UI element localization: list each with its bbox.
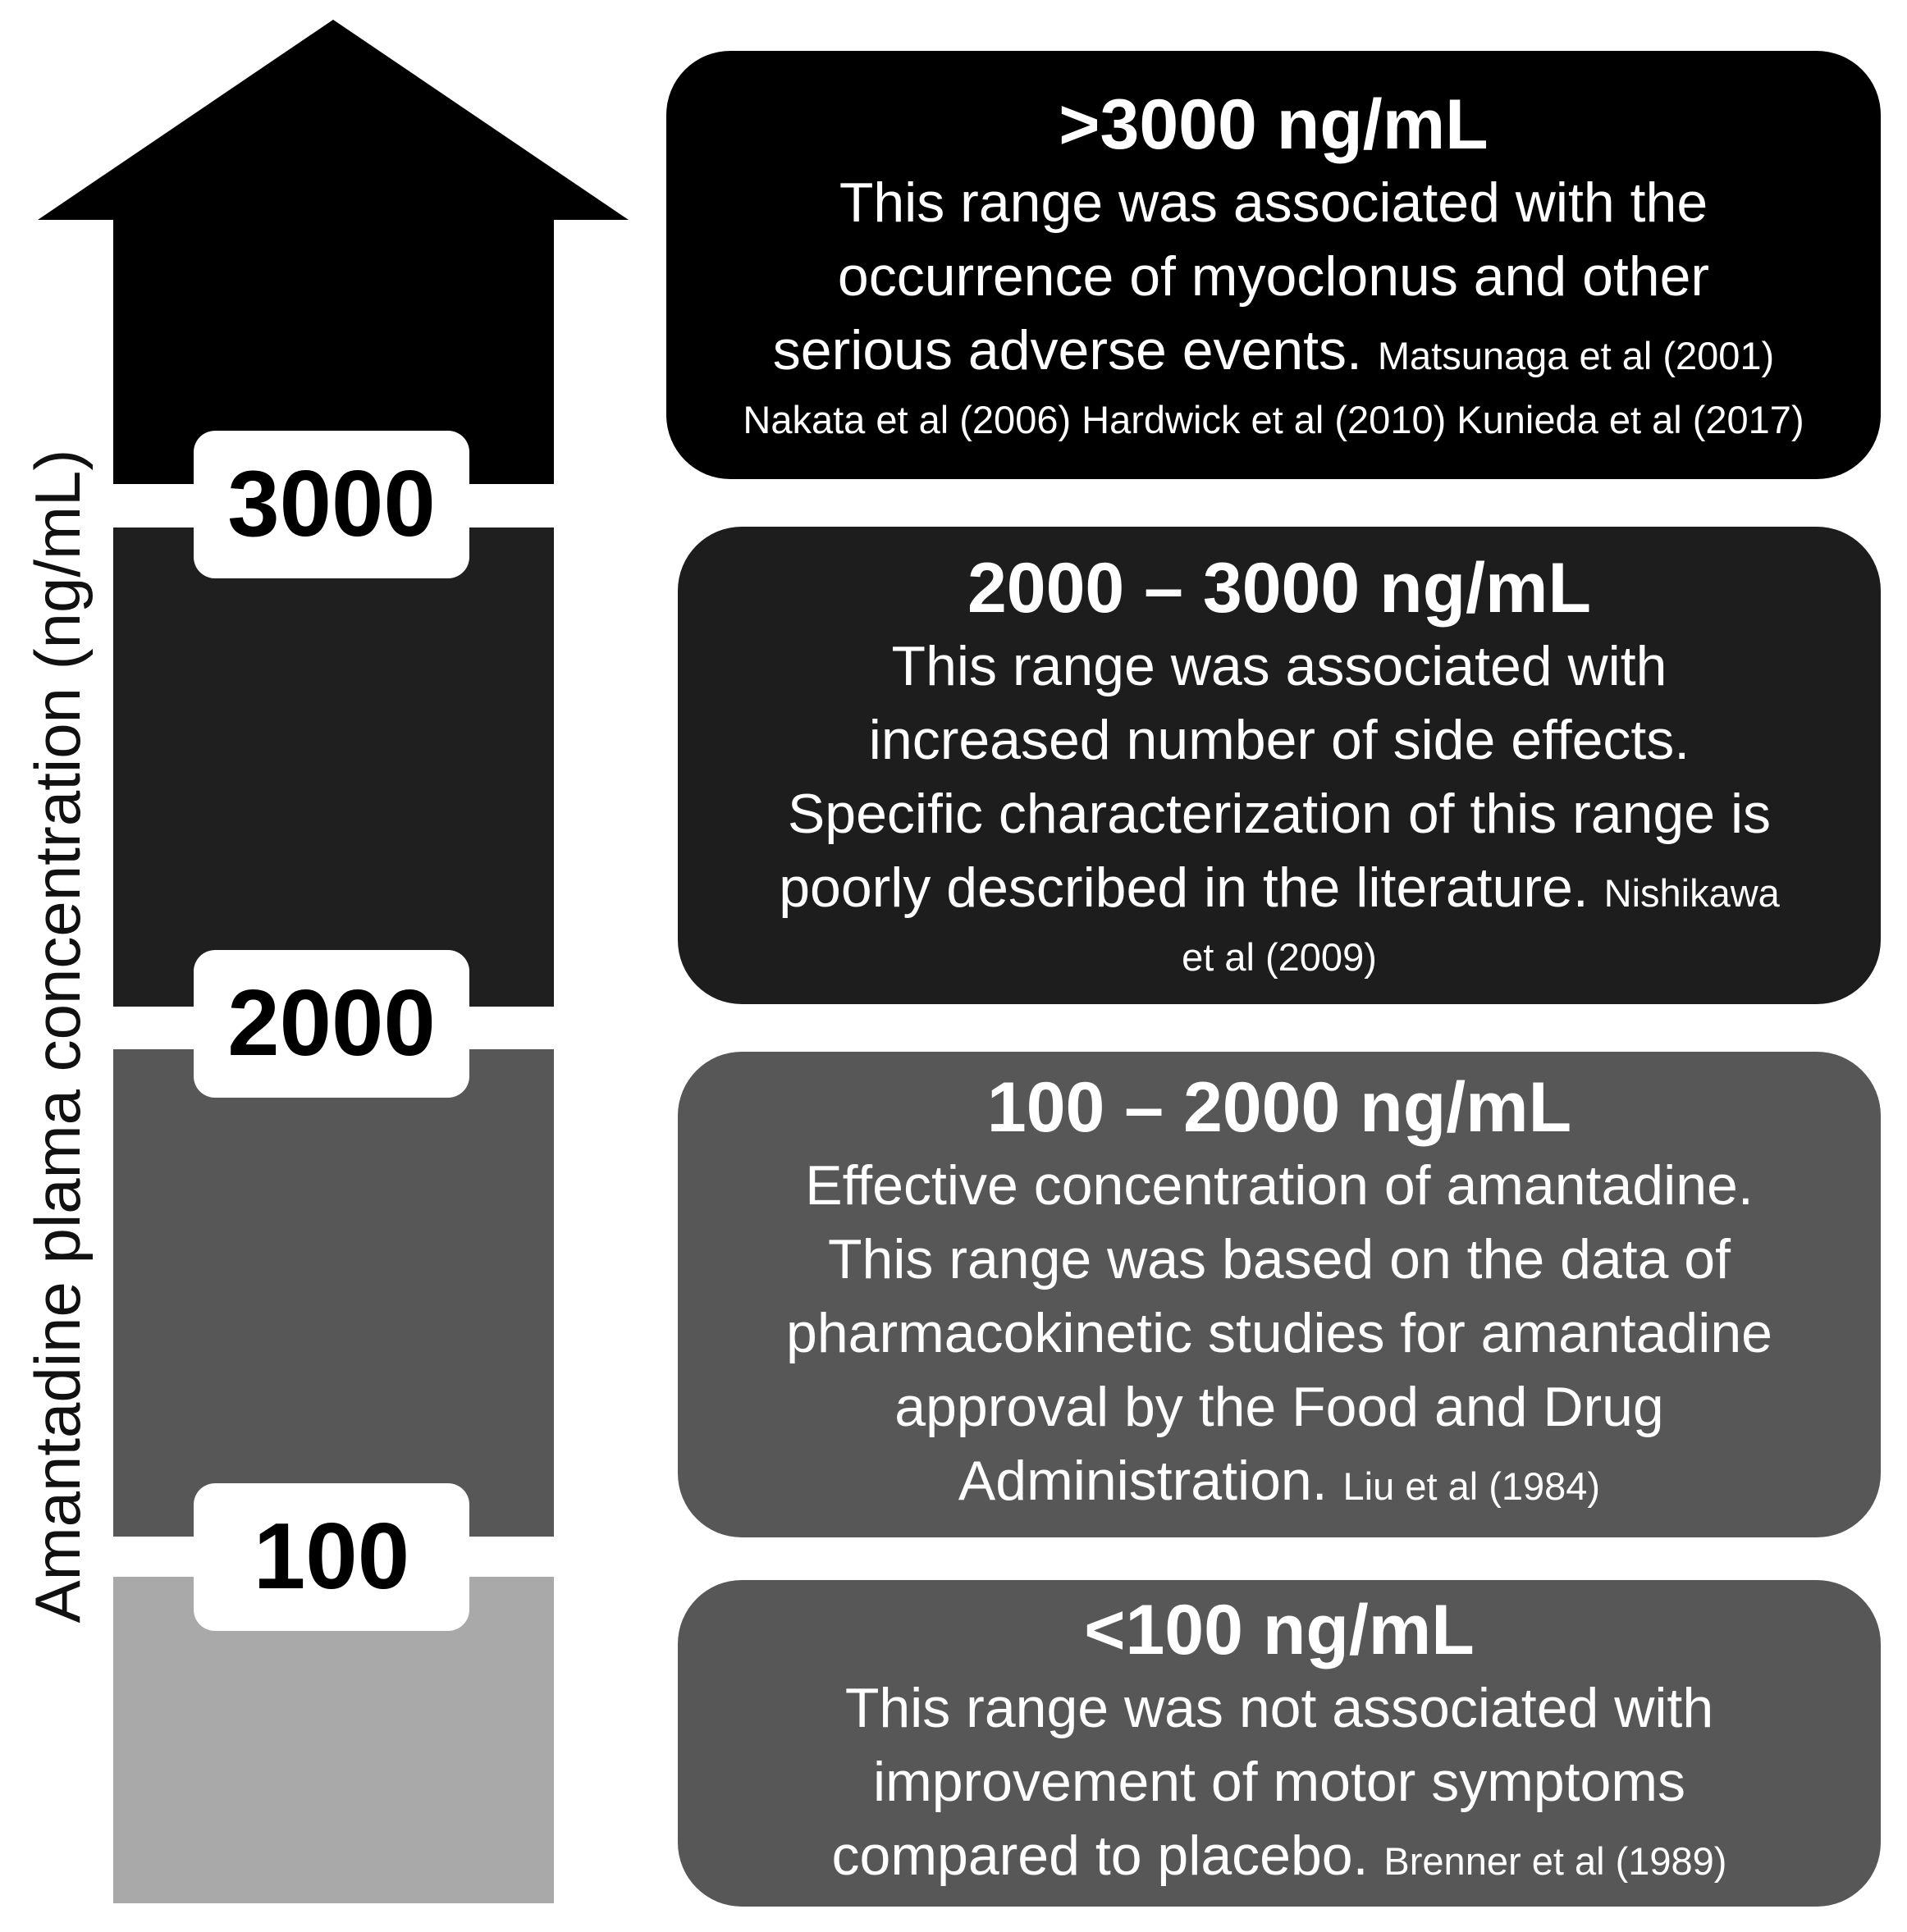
range-title: >3000 ng/mL xyxy=(1059,84,1489,164)
arrow-head xyxy=(38,20,629,220)
threshold-marker-100: 100 xyxy=(194,1483,469,1631)
reference-citation: et al (2009) xyxy=(1182,934,1377,979)
description-line: This range was associated with the xyxy=(839,171,1708,234)
range-box-2000-3000 xyxy=(678,527,1881,1004)
description-line: This range was not associated with xyxy=(844,1676,1714,1739)
description-line: occurrence of myoclonus and other xyxy=(837,244,1710,308)
description-text: Administration. xyxy=(958,1449,1328,1512)
description-line: This range was based on the data of xyxy=(827,1227,1731,1290)
range-description xyxy=(699,166,1848,447)
range-description xyxy=(711,1149,1848,1523)
reference-citation: Nakata et al (2006) Hardwick et al (2010) Kunieda et al (2017) xyxy=(743,397,1804,441)
description-line xyxy=(711,1444,1848,1523)
description-line xyxy=(711,1819,1848,1898)
description-line xyxy=(711,851,1848,930)
range-title: <100 ng/mL xyxy=(1084,1590,1475,1669)
description-line: increased number of side effects. xyxy=(868,708,1690,771)
range-box-gt3000 xyxy=(666,51,1881,479)
description-line: improvement of motor symptoms xyxy=(872,1750,1686,1813)
column-segment-100-2000 xyxy=(113,1049,554,1537)
reference-citation: Brenner et al (1989) xyxy=(1383,1838,1727,1883)
description-text: compared to placebo. xyxy=(831,1824,1369,1887)
description-line xyxy=(699,313,1848,393)
column-segment-2000-3000 xyxy=(113,528,554,1007)
threshold-marker-2000: 2000 xyxy=(194,950,469,1098)
description-line: pharmacokinetic studies for amantadine xyxy=(786,1301,1772,1364)
description-text: serious adverse events. xyxy=(772,318,1362,381)
reference-citation: Nishikawa xyxy=(1603,870,1780,915)
reference-citation: Liu et al (1984) xyxy=(1342,1464,1601,1508)
reference-citation: Matsunaga et al (2001) xyxy=(1377,333,1775,377)
range-description xyxy=(711,1671,1848,1898)
range-title: 100 – 2000 ng/mL xyxy=(986,1067,1572,1147)
description-line: This range was associated with xyxy=(891,634,1667,697)
range-title: 2000 – 3000 ng/mL xyxy=(967,548,1592,628)
description-line: Effective concentration of amantadine. xyxy=(805,1153,1754,1217)
threshold-marker-3000: 3000 xyxy=(194,431,469,578)
description-text: poorly described in the literature. xyxy=(779,856,1589,919)
description-line: approval by the Food and Drug xyxy=(894,1375,1664,1438)
y-axis-label: Amantadine plama concentration (ng/mL) xyxy=(21,449,94,1624)
range-description xyxy=(711,629,1848,984)
range-box-lt100 xyxy=(678,1580,1881,1907)
range-box-100-2000 xyxy=(678,1052,1881,1537)
description-line: Specific characterization of this range is xyxy=(787,782,1772,845)
